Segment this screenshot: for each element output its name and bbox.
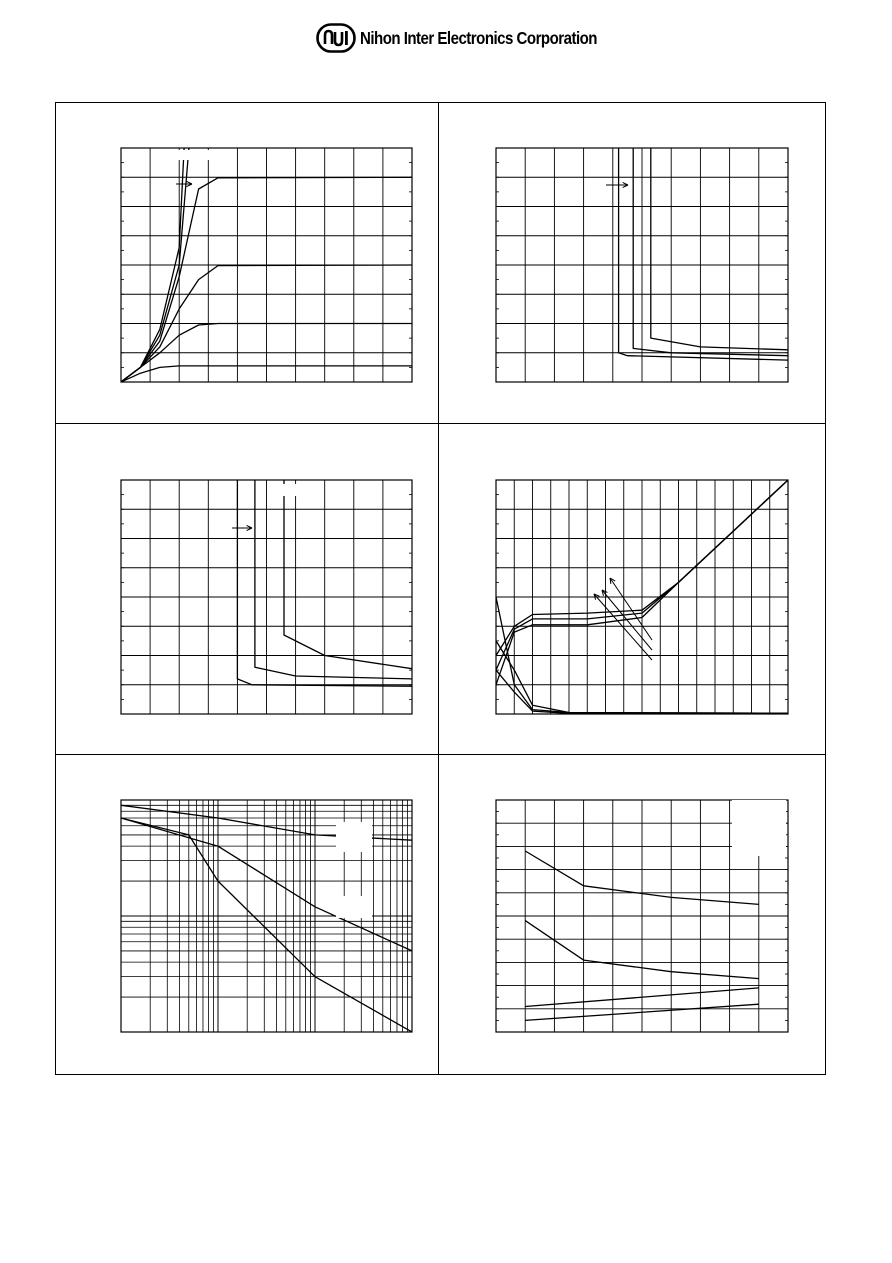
mid-left-series-3-line — [284, 480, 412, 669]
company-name: Nihon Inter Electronics Corporation — [360, 27, 597, 48]
label-gap-5 — [210, 484, 234, 508]
label-gap-3 — [336, 896, 372, 918]
label-gap-6 — [276, 484, 298, 496]
arrow-mid-right-2 — [602, 590, 652, 650]
label-gap-2 — [336, 822, 372, 852]
label-gap-4 — [732, 800, 786, 856]
mid-left-series-2-line — [255, 480, 412, 679]
top-right-series-1-line — [619, 148, 788, 360]
top-right-series-2-line — [633, 148, 788, 356]
arrow-mid-right-1 — [610, 578, 652, 640]
label-gap-1 — [178, 150, 218, 160]
